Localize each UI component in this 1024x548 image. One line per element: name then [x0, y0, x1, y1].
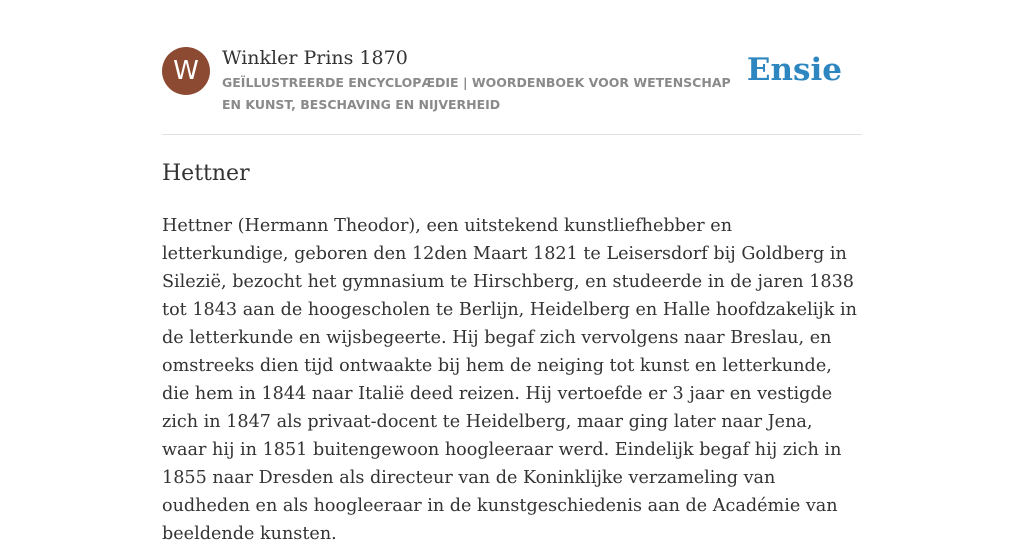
source-avatar[interactable]: W: [162, 47, 210, 95]
entry-body: Hettner (Hermann Theodor), een uitstekend kunstliefhebber en letterkundige, geboren den 12den Maart 1821 te Leisersdorf bij Goldberg in Silezië, bezocht het gymnasium te Hirschberg, en studeerde in de jaren 1838 tot 1843 aan de hoogescholen te Berlijn, Heidelberg en Halle hoofdzakelijk in de letterkunde en wijsbegeerte. Hij begaf zich vervolgens naar Breslau, en omstreeks dien tijd ontwaakte bij hem de neiging tot kunst en letterkunde, die hem in 1844 naar Italië deed reizen. Hij vertoefde er 3 jaar en vestigde zich in 1847 als privaat-docent te Heidelberg, maar ging later naar Jena, waar hij in 1851 buitengewoon hoogleeraar werd. Eindelijk begaf hij zich in 1855 naar Dresden als directeur van de Koninklijke verzameling van oudheden en als hoogleeraar in de kunstgeschiedenis aan de Académie van beeldende kunsten.: [162, 216, 857, 544]
source-header: [162, 44, 862, 135]
source-title[interactable]: Winkler Prins 1870: [222, 47, 408, 69]
ensie-logo[interactable]: Ensie: [746, 52, 842, 88]
entry-title: Hettner: [162, 161, 250, 186]
source-subtitle: GEÏLLUSTREERDE ENCYCLOPÆDIE | WOORDENBOEK VOOR WETENSCHAP EN KUNST, BESCHAVING EN NIJVERHEID: [222, 75, 731, 112]
